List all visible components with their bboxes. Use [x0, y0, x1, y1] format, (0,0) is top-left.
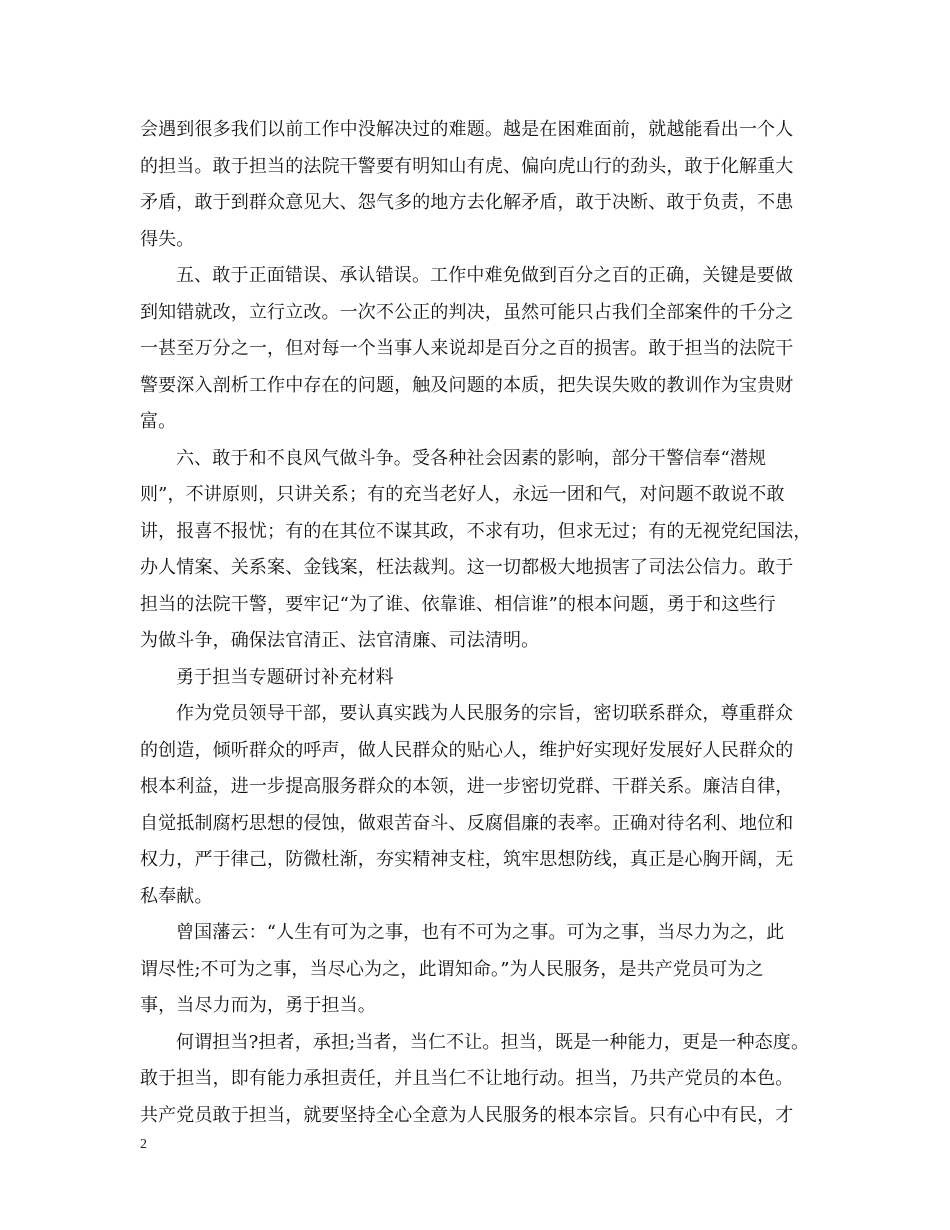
text-line: 到知错就改，立行立改。一次不公正的判决，虽然可能只占我们全部案件的千分之	[140, 301, 794, 323]
text-line: 作为党员领导干部，要认真实践为人民服务的宗旨，密切联系群众，尊重群众	[176, 703, 794, 724]
text-line: 的担当。敢于担当的法院干警要有明知山有虎、偏向虎山行的劲头，敢于化解重大	[140, 155, 794, 177]
text-line: 富。	[140, 411, 177, 432]
text-line: 担当的法院干警，要牢记“为了谁、依靠谁、相信谁”的根本问题，勇于和这些行	[140, 593, 776, 615]
text-line: 则”，不讲原则，只讲关系；有的充当老好人，永远一团和气，对问题不敢说不敢	[140, 484, 785, 505]
text-line: 曾国藩云：“人生有可为之事，也有不可为之事。可为之事，当尽力为之，此	[176, 922, 785, 943]
text-line: 自觉抵制腐朽思想的侵蚀，做艰苦奋斗、反腐倡廉的表率。正确对待名利、地位和	[140, 812, 794, 834]
text-line: 一甚至万分之一，但对每一个当事人来说却是百分之百的损害。敢于担当的法院干	[140, 338, 794, 359]
text-line: 敢于担当，即有能力承担责任，并且当仁不让地行动。担当，乃共产党员的本色。	[140, 1068, 794, 1089]
text-line: 何谓担当?担者，承担;当者，当仁不让。担当，既是一种能力，更是一种态度。	[176, 1031, 810, 1053]
text-line: 勇于担当专题研讨补充材料	[176, 666, 394, 688]
page-number: 2	[140, 1137, 147, 1152]
text-line: 讲，报喜不报忧；有的在其位不谋其政，不求有功，但求无过；有的无视党纪国法，	[140, 520, 812, 542]
text-line: 根本利益，进一步提高服务群众的本领，进一步密切党群、干群关系。廉洁自律，	[140, 776, 794, 797]
text-line: 六、敢于和不良风气做斗争。受各种社会因素的影响，部分干警信奉“潜规	[176, 447, 767, 469]
text-line: 私奉献。	[140, 885, 213, 907]
text-line: 得失。	[140, 228, 195, 250]
text-line: 为做斗争，确保法官清正、法官清廉、司法清明。	[140, 630, 540, 651]
text-line: 警要深入剖析工作中存在的问题，触及问题的本质，把失误失败的教训作为宝贵财	[140, 374, 794, 396]
text-line: 会遇到很多我们以前工作中没解决过的难题。越是在困难面前，就越能看出一个人	[140, 119, 794, 140]
text-line: 共产党员敢于担当，就要坚持全心全意为人民服务的根本宗旨。只有心中有民，才	[140, 1104, 794, 1126]
text-line: 矛盾，敢于到群众意见大、怨气多的地方去化解矛盾，敢于决断、敢于负责，不患	[140, 192, 794, 213]
text-line: 谓尽性;不可为之事，当尽心为之，此谓知命。”为人民服务，是共产党员可为之	[140, 958, 764, 980]
text-line: 的创造，倾听群众的呼声，做人民群众的贴心人，维护好实现好发展好人民群众的	[140, 739, 794, 761]
text-line: 权力，严于律己，防微杜渐，夯实精神支柱，筑牢思想防线，真正是心胸开阔，无	[140, 849, 794, 870]
text-line: 办人情案、关系案、金钱案，枉法裁判。这一切都极大地损害了司法公信力。敢于	[140, 557, 794, 578]
text-line: 事，当尽力而为，勇于担当。	[140, 995, 376, 1016]
document-body	[140, 112, 820, 1134]
text-line: 五、敢于正面错误、承认错误。工作中难免做到百分之百的正确，关键是要做	[176, 265, 794, 286]
